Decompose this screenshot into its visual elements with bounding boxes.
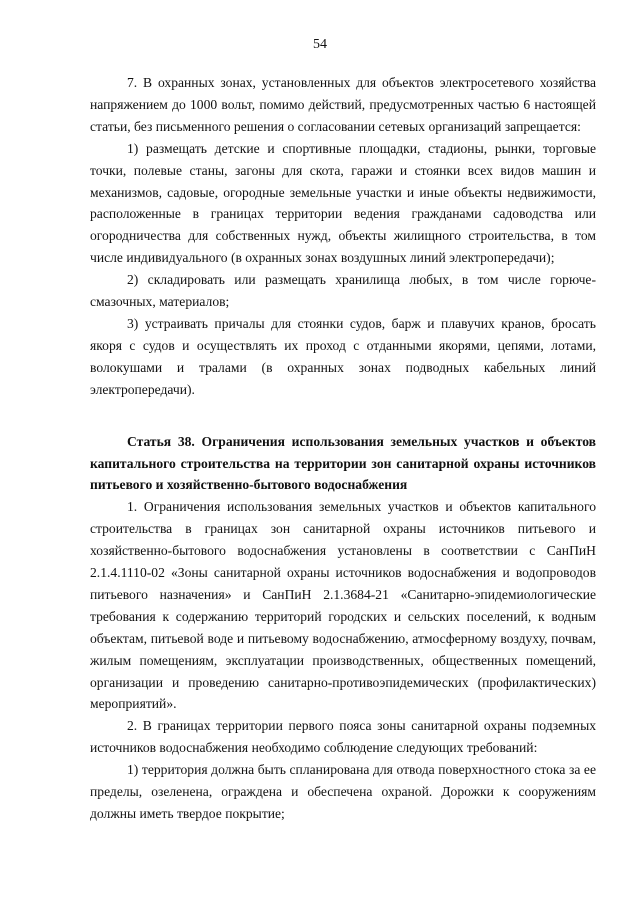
page-number: 54 bbox=[313, 37, 327, 52]
list-item-2: 2) складировать или размещать хранилища любых, в том числе горюче-смазочных, материалов; bbox=[90, 272, 596, 310]
document-body bbox=[90, 72, 596, 825]
article-heading: Статья 38. Ограничения использования земельных участков и объектов капитального строительства на территории зон санитарной охраны источников питьевого и хозяйственно-бытового водоснабжения bbox=[90, 433, 596, 493]
list-item-1-b: 1) территория должна быть спланирована для отвода поверхностного стока за ее пределы, озеленена, ограждена и обеспечена охраной. Дорожки к сооружениям должны иметь твердое покрытие; bbox=[90, 762, 596, 821]
list-item-1: 1) размещать детские и спортивные площадки, стадионы, рынки, торговые точки, полевые станы, загоны для скота, гаражи и стоянки всех видов машин и механизмов, садовые, огородные земельные участки и иные объекты недвижимости, расположенные в границах территории ведения гражданами садоводства или огородничества для собственных нужд, объекты жилищного строительства, в том числе индивидуального (в охранных зонах воздушных линий электропередачи); bbox=[90, 140, 596, 266]
section-spacer bbox=[90, 401, 596, 431]
paragraph-7: 7. В охранных зонах, установленных для объектов электросетевого хозяйства напряжением до 1000 вольт, помимо действий, предусмотренных частью 6 настоящей статьи, без письменного решения о согласовании сетевых организаций запрещается: bbox=[90, 75, 596, 134]
list-item-3: 3) устраивать причалы для стоянки судов, барж и плавучих кранов, бросать якоря с судов и осуществлять их проход с отданными якорями, цепями, лотами, волокушами и тралами (в охранных зонах подводных кабельных линий электропередачи). bbox=[90, 315, 596, 397]
paragraph-1: 1. Ограничения использования земельных участков и объектов капитального строительства в границах зон санитарной охраны источников питьевого и хозяйственно-бытового водоснабжения установлены в соответствии с СанПиН 2.1.4.1110-02 «Зоны санитарной охраны источников водоснабжения и водопроводов питьевого назначения» и СанПиН 2.1.3684-21 «Санитарно-эпидемиологические требования к содержанию территорий городских и сельских поселений, к водным объектам, питьевой воде и питьевому водоснабжению, атмосферному воздуху, почвам, жилым помещениям, эксплуатации производственных, общественных помещений, организации и проведению санитарно-противоэпидемических (профилактических) мероприятий». bbox=[90, 499, 596, 712]
paragraph-2: 2. В границах территории первого пояса зоны санитарной охраны подземных источников водоснабжения необходимо соблюдение следующих требований: bbox=[90, 718, 596, 756]
